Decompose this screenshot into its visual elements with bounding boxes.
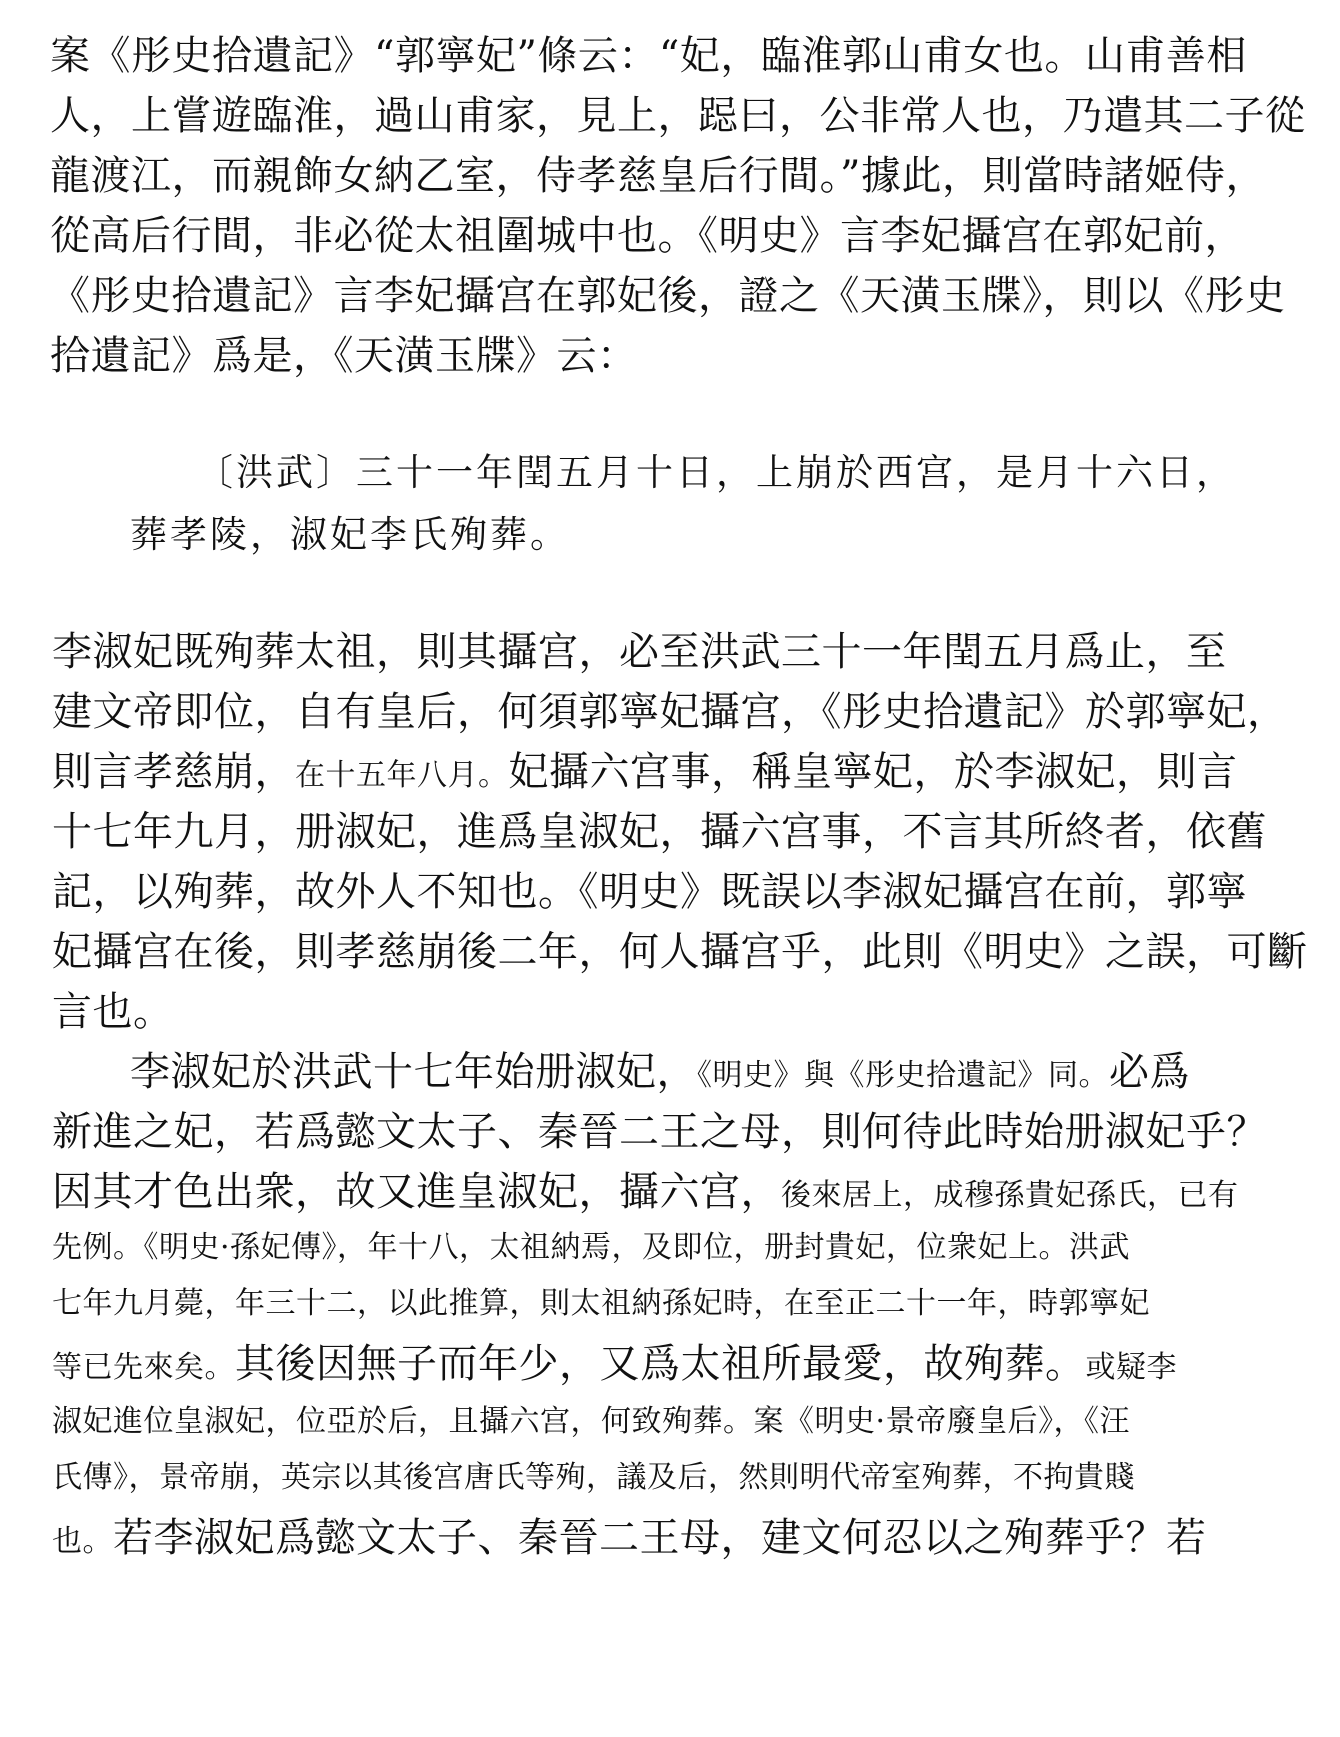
note-line: 氏傳》，景帝崩，英宗以其後宫唐氏等殉，議及后，然則明代帝室殉葬，不拘貴賤 <box>52 1460 1135 1495</box>
text-line <box>52 1332 1177 1389</box>
inline-note: 後來居上，成穆孫貴妃孫氏，已有 <box>781 1178 1239 1213</box>
text-line <box>52 740 1238 797</box>
text-line: 《彤史拾遺記》言李妃攝宫在郭妃後，證之《天潢玉牒》，則以《彤史 <box>50 273 1286 319</box>
note-line: 淑妃進位皇淑妃，位亞於后，且攝六宫，何致殉葬。案《明史·景帝廢皇后》，《汪 <box>52 1404 1131 1439</box>
inline-note: 或疑李 <box>1085 1350 1177 1385</box>
text-line <box>52 1506 1207 1563</box>
text-line: 言也。 <box>52 989 174 1035</box>
quote-line: 葬孝陵，淑妃李氏殉葬。 <box>130 513 570 556</box>
note-line: 七年九月薨，年三十二，以此推算，則太祖納孫妃時，在至正二十一年，時郭寧妃 <box>52 1286 1150 1321</box>
text-line <box>130 1040 1190 1097</box>
text-line: 從高后行間，非必從太祖圍城中也。《明史》言李妃攝宫在郭妃前， <box>50 213 1245 259</box>
text-run: 必爲 <box>1109 1049 1190 1095</box>
text-line: 新進之妃，若爲懿文太子、秦晉二王之母，則何待此時始册淑妃乎？ <box>52 1109 1267 1155</box>
inline-note: 等已先來矣。 <box>52 1350 235 1385</box>
note-line: 先例。《明史·孫妃傳》，年十八，太祖納焉，及即位，册封貴妃，位衆妃上。洪武 <box>52 1230 1131 1265</box>
text-line: 建文帝即位，自有皇后，何須郭寧妃攝宫，《彤史拾遺記》於郭寧妃， <box>52 689 1288 735</box>
text-run: 若李淑妃爲懿文太子、秦晉二王母，建文何忍以之殉葬乎？若 <box>113 1515 1207 1561</box>
text-line: 人，上嘗遊臨淮，過山甫家，見上，跽曰，公非常人也，乃遣其二子從 <box>50 93 1306 139</box>
text-run: 李淑妃於洪武十七年始册淑妃， <box>130 1049 697 1095</box>
text-run: 其後因無子而年少，又爲太祖所最愛，故殉葬。 <box>235 1341 1086 1387</box>
text-line: 李淑妃既殉葬太祖，則其攝宫，必至洪武三十一年閏五月爲止，至 <box>52 629 1227 675</box>
text-line: 十七年九月，册淑妃，進爲皇淑妃，攝六宫事，不言其所終者，依舊 <box>52 809 1267 855</box>
text-line: 拾遺記》爲是，《天潢玉牒》云： <box>50 333 638 379</box>
text-line: 龍渡江，而親飾女納乙室，侍孝慈皇后行間。”據此，則當時諸姬侍， <box>50 153 1266 199</box>
inline-note: 在十五年八月。 <box>295 758 509 793</box>
text-run: 因其才色出衆，故又進皇淑妃，攝六宫， <box>52 1169 781 1215</box>
inline-note: 《明史》與《彤史拾遺記》同。 <box>697 1058 1109 1093</box>
text-line: 案《彤史拾遺記》“郭寧妃”條云：“妃，臨淮郭山甫女也。山甫善相 <box>50 33 1247 79</box>
text-line: 記，以殉葬，故外人不知也。《明史》既誤以李淑妃攝宫在前，郭寧 <box>52 869 1247 915</box>
text-line: 妃攝宫在後，則孝慈崩後二年，何人攝宫乎，此則《明史》之誤，可斷 <box>52 929 1308 975</box>
text-run: 則言孝慈崩， <box>52 749 295 795</box>
text-line <box>52 1160 1239 1217</box>
inline-note: 也。 <box>52 1524 113 1559</box>
text-run: 妃攝六宫事，稱皇寧妃，於李淑妃，則言 <box>508 749 1238 795</box>
quote-line: 〔洪武〕三十一年閏五月十日，上崩於西宫，是月十六日， <box>196 451 1236 494</box>
